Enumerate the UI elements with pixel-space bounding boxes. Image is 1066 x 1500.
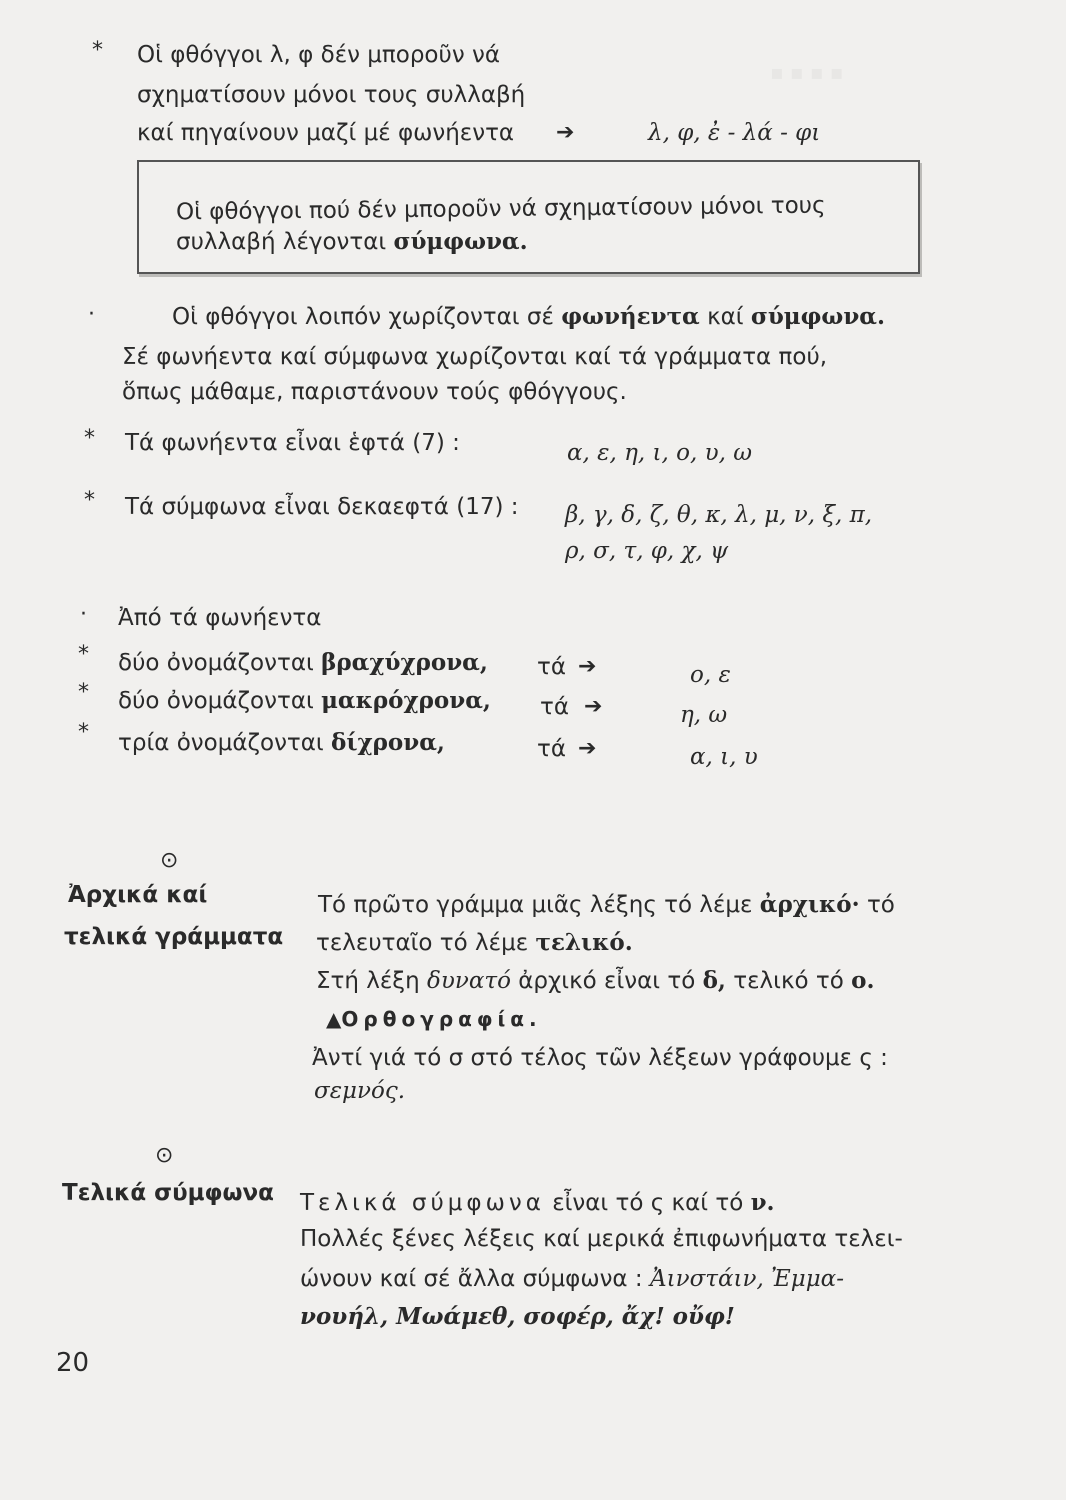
- letter-delta: δ,: [702, 967, 726, 994]
- bleed-through-text: ▪ ▪ ▪ ▪: [770, 60, 844, 84]
- final-line-3: [300, 1264, 844, 1294]
- orthography-rule: Ἀντί γιά τό σ στό τέλος τῶν λέξεων γράφουμε ς :: [312, 1045, 888, 1071]
- box-term-symfona: σύμφωνα.: [393, 228, 528, 255]
- term-teliko: τελικό.: [535, 929, 633, 956]
- term-symfona: σύμφωνα.: [750, 303, 886, 330]
- initial-line-1-a: Τό πρῶτο γράμμα μιᾶς λέξης τό λέμε: [318, 892, 753, 918]
- class-term: μακρόχρονα,: [321, 687, 491, 714]
- consonants-letters-2: ρ, σ, τ, φ, χ, ψ: [565, 538, 729, 564]
- star-bullet: *: [92, 38, 103, 63]
- split-line-2: Σέ φωνήεντα καί σύμφωνα χωρίζονται καί τά γράμματα πού,: [122, 344, 828, 370]
- final-line-3-examples: Ἀινστάιν, Ἐμμα-: [649, 1266, 844, 1292]
- initial-line-3-c: τελικό τό: [733, 968, 844, 994]
- dot-bullet: ·: [80, 602, 87, 627]
- class-prefix: τρία ὀνομάζονται: [118, 730, 324, 756]
- vowels-letters: α, ε, η, ι, ο, υ, ω: [567, 440, 752, 466]
- class-prefix: δύο ὀνομάζονται: [118, 650, 314, 676]
- split-line-1-c: καί: [707, 304, 744, 330]
- star-bullet: *: [78, 642, 89, 667]
- intro-example: λ, φ, ἐ - λά - φι: [648, 120, 821, 146]
- vowels-label: Τά φωνήεντα εἶναι ἑφτά (7) :: [125, 430, 460, 456]
- intro-line-3-text: καί πηγαίνουν μαζί μέ φωνήεντα: [137, 120, 515, 146]
- final-line-1-rest: εἶναι τό ς καί τό: [552, 1190, 744, 1216]
- final-line-1-spaced: Τελικά σύμφωνα: [300, 1190, 545, 1216]
- orthography-triangle-icon: ▲: [326, 1007, 342, 1031]
- term-arxiko: ἀρχικό·: [759, 891, 860, 918]
- initial-line-1: [318, 890, 895, 920]
- split-line-1-a: Οἱ φθόγγοι λοιπόν χωρίζονται σέ: [172, 304, 554, 330]
- class-letters: ο, ε: [690, 662, 731, 688]
- star-bullet: *: [78, 680, 89, 705]
- example-word: δυνατό: [427, 968, 511, 994]
- intro-line-1: Οἱ φθόγγοι λ, φ δέν μποροῦν νά: [137, 42, 500, 68]
- box-line-2-prefix: συλλαβή λέγονται: [176, 229, 387, 255]
- intro-line-3: [137, 118, 514, 148]
- initial-line-2: [316, 928, 633, 958]
- initial-line-2-a: τελευταῖο τό λέμε: [316, 930, 529, 956]
- final-line-2: Πολλές ξένες λέξεις καί μερικά ἐπιφωνήματα τελει-: [300, 1226, 903, 1252]
- final-line-3-a: ώνουν καί σέ ἄλλα σύμφωνα :: [300, 1266, 643, 1292]
- split-line-1: [172, 302, 885, 332]
- orthography-example: σεμνός.: [314, 1078, 406, 1104]
- circle-marker-icon: ⊙: [160, 848, 179, 873]
- intro-line-2: σχηματίσουν μόνοι τους συλλαβή: [137, 82, 526, 108]
- initial-line-1-c: τό: [866, 892, 895, 918]
- section-heading-initial: Ἀρχικά καί: [68, 882, 208, 908]
- class-row: [118, 648, 488, 678]
- star-bullet: *: [84, 426, 95, 451]
- consonants-letters-1: β, γ, δ, ζ, θ, κ, λ, μ, ν, ξ, π,: [565, 502, 873, 528]
- box-line-2: [176, 227, 528, 257]
- star-bullet: *: [84, 488, 95, 513]
- dot-bullet: ·: [88, 302, 95, 327]
- consonants-label: Τά σύμφωνα εἶναι δεκαεφτά (17) :: [125, 494, 519, 520]
- from-vowels: Ἀπό τά φωνήεντα: [118, 605, 322, 631]
- orthography-label: [326, 1004, 542, 1034]
- box-line-1: Οἱ φθόγγοι πού δέν μποροῦν νά σχηματίσουν μόνοι τους: [175, 192, 826, 226]
- star-bullet: *: [78, 720, 89, 745]
- initial-line-3: [316, 966, 874, 996]
- class-term: βραχύχρονα,: [321, 649, 488, 676]
- letter-omicron: ο.: [851, 967, 875, 994]
- class-ta: τά: [537, 654, 567, 680]
- term-fonienta: φωνήεντα: [561, 303, 700, 330]
- class-letters: η, ω: [680, 702, 728, 728]
- class-row: [118, 686, 491, 716]
- split-line-3: ὅπως μάθαμε, παριστάνουν τούς φθόγγους.: [122, 379, 627, 405]
- definition-box: [137, 160, 920, 274]
- class-term: δίχρονα,: [331, 729, 445, 756]
- initial-line-3-b: ἀρχικό εἶναι τό: [518, 968, 696, 994]
- page-number: 20: [56, 1348, 90, 1378]
- class-ta: τά: [540, 694, 570, 720]
- class-row: [118, 728, 445, 758]
- letter-nu: ν.: [750, 1189, 775, 1216]
- section-heading-final-consonants: Τελικά σύμφωνα: [62, 1180, 274, 1206]
- orthography-text: Ορθογραφία.: [341, 1007, 542, 1031]
- class-letters: α, ι, υ: [690, 744, 758, 770]
- circle-marker-icon: ⊙: [155, 1143, 174, 1168]
- arrow-icon: ➔: [578, 654, 597, 679]
- arrow-icon: ➔: [584, 694, 603, 719]
- arrow-icon: ➔: [578, 736, 597, 761]
- initial-line-3-a: Στή λέξη: [316, 968, 420, 994]
- class-prefix: δύο ὀνομάζονται: [118, 688, 314, 714]
- arrow-icon: ➔: [556, 120, 575, 145]
- final-line-4-examples: νουήλ, Μωάμεθ, σοφέρ, ἄχ! οὔφ!: [300, 1303, 735, 1330]
- class-ta: τά: [537, 736, 567, 762]
- final-line-1: [300, 1188, 775, 1218]
- section-heading-final-letters: τελικά γράμματα: [64, 924, 284, 950]
